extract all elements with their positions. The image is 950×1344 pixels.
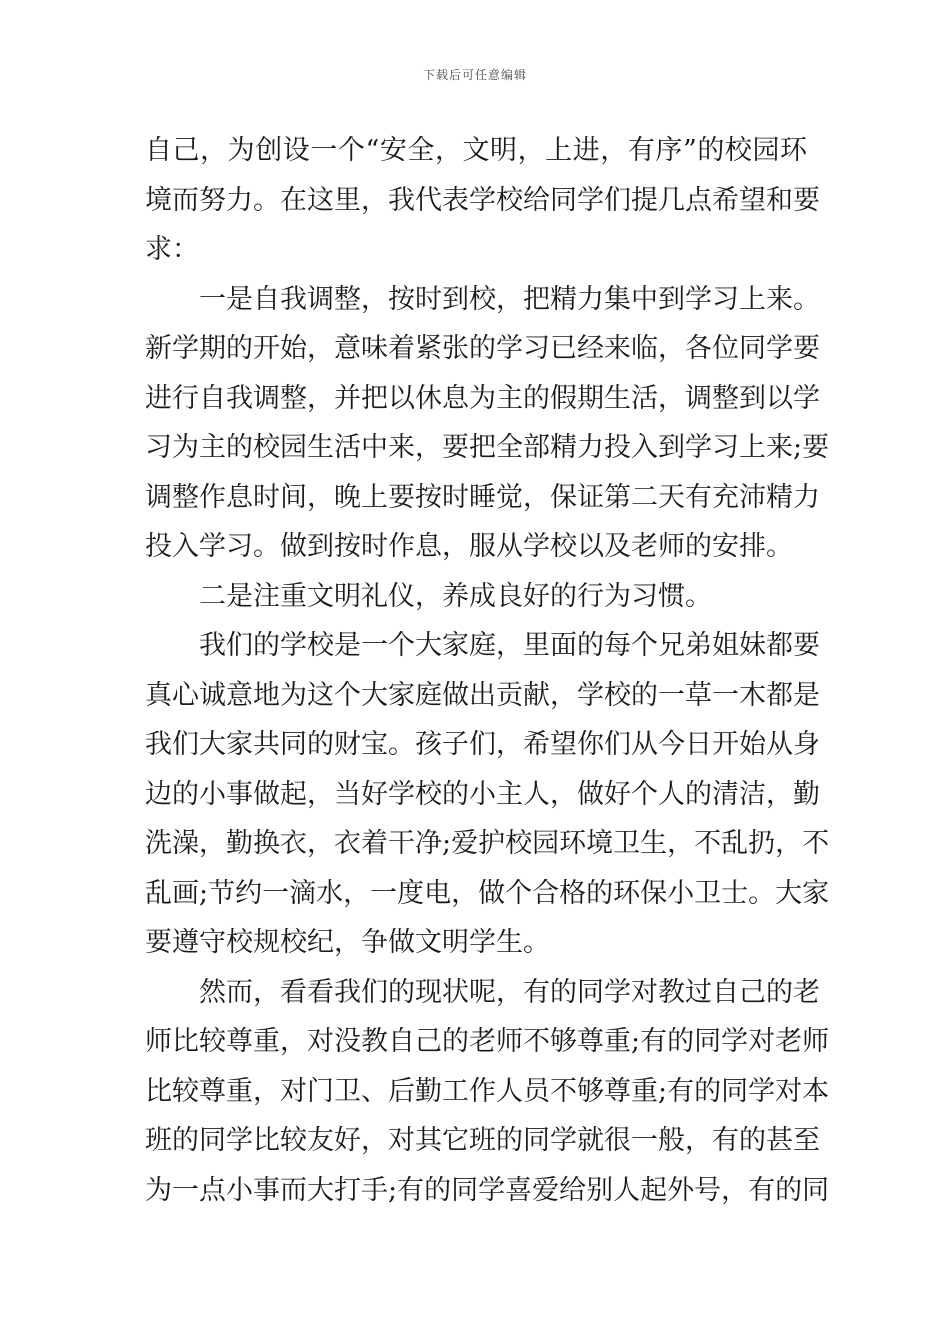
text-line: 为一点小事而大打手;有的同学喜爱给别人起外号，有的同 [145, 1174, 830, 1206]
text-line: 境而努力。在这里，我代表学校给同学们提几点希望和要 [145, 184, 820, 216]
text-line: 我们的学校是一个大家庭，里面的每个兄弟姐妹都要 [199, 630, 820, 661]
text-line: 进行自我调整，并把以休息为主的假期生活，调整到以学 [145, 382, 820, 414]
text-line: 要遵守校规校纪，争做文明学生。 [145, 927, 550, 958]
text-line: 调整作息时间，晚上要按时睡觉，保证第二天有充沛精力 [145, 481, 820, 513]
text-line: 一是自我调整，按时到校，把精力集中到学习上来。 [199, 283, 820, 315]
text-line: 班的同学比较友好，对其它班的同学就很一般，有的甚至 [145, 1125, 820, 1156]
text-line: 比较尊重，对门卫、后勤工作人员不够尊重;有的同学对本 [145, 1075, 830, 1107]
text-line: 新学期的开始，意味着紧张的学习已经来临，各位同学要 [145, 333, 820, 364]
text-line: 我们大家共同的财宝。孩子们，希望你们从今日开始从身 [145, 729, 820, 760]
text-line: 习为主的校园生活中来，要把全部精力投入到学习上来;要 [145, 432, 830, 463]
text-line: 二是注重文明礼仪，养成良好的行为习惯。 [199, 580, 712, 612]
text-line: 边的小事做起，当好学校的小主人，做好个人的清洁，勤 [145, 778, 820, 810]
text-line: 然而，看看我们的现状呢，有的同学对教过自己的老 [199, 976, 820, 1008]
document-body [145, 126, 830, 1215]
text-line: 投入学习。做到按时作息，服从学校以及老师的安排。 [145, 531, 793, 562]
text-line: 洗澡，勤换衣，衣着干净;爱护校园环境卫生，不乱扔，不 [145, 828, 830, 859]
text-line: 师比较尊重，对没教自己的老师不够尊重;有的同学对老师 [145, 1026, 830, 1057]
page-header-note: 下载后可任意编辑 [422, 68, 527, 82]
text-line: 求： [145, 234, 199, 265]
text-line: 乱画;节约一滴水，一度电，做个合格的环保小卫士。大家 [145, 877, 830, 909]
text-line: 自己，为创设一个“安全，文明，上进，有序”的校园环 [145, 135, 807, 166]
text-line: 真心诚意地为这个大家庭做出贡献，学校的一草一木都是 [145, 679, 820, 711]
